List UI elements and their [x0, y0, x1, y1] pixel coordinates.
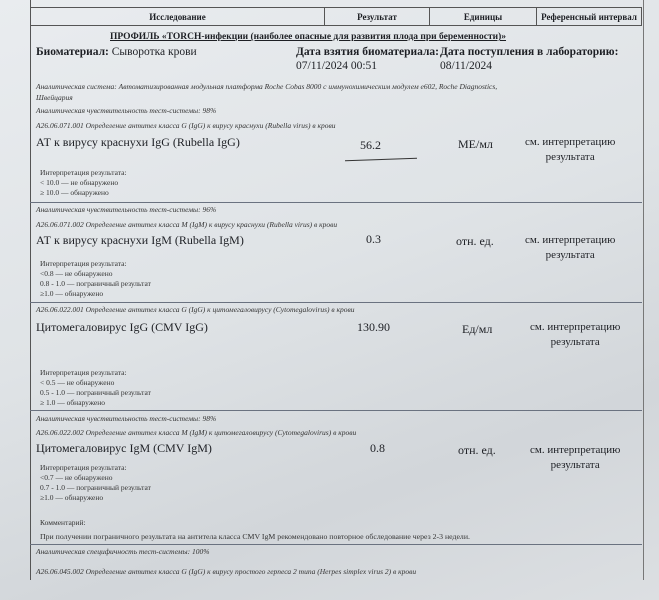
col-test: Исследование: [31, 8, 325, 25]
lab-date-value: 08/11/2024: [440, 60, 492, 72]
test-result: 56.2: [360, 138, 381, 152]
divider: [30, 302, 642, 303]
interpretation: Интерпретация результата: <0.7 — не обнаружено 0.7 - 1.0 — пограничный результат ≥1.0 — обнаружено: [40, 463, 151, 502]
test-reference: см. интерпретацию результата: [525, 136, 616, 163]
profile-title: ПРОФИЛЬ «TORCH-инфекции (наиболее опасные для развития плода при беременности)»: [110, 32, 507, 42]
analytic-system-country: Швейцария: [36, 93, 73, 102]
test-name: Цитомегаловирус IgM (CMV IgM): [36, 441, 212, 455]
test-name: АТ к вирусу краснухи IgM (Rubella IgM): [36, 233, 244, 247]
col-units: Единицы: [430, 8, 537, 25]
test-result: 0.3: [366, 232, 381, 246]
test-reference: см. интерпретацию результата: [530, 444, 621, 471]
test-code: A26.06.045.002 Определение антител класса G (IgG) к вирусу простого герпеса 2 типа (Herpes simplex virus 2) в крови: [36, 567, 417, 576]
test-name: Цитомегаловирус IgG (CMV IgG): [36, 320, 208, 334]
col-result: Результат: [325, 8, 430, 25]
interpretation: Интерпретация результата: < 10.0 — не обнаружено ≥ 10.0 — обнаружено: [40, 168, 127, 197]
lab-date-label: Дата поступления в лабораторию:: [440, 46, 619, 58]
test-result: 130.90: [357, 320, 390, 334]
biomaterial: Биоматериал: Сыворотка крови: [36, 46, 197, 58]
divider: [30, 202, 642, 203]
test-result: 0.8: [370, 441, 385, 455]
comment-text: При получении пограничного результата на антитела класса CMV IgM рекомендовано повторное обследование через 2-3 недели.: [40, 532, 470, 541]
test-units: МЕ/мл: [458, 137, 493, 151]
test-units: отн. ед.: [458, 443, 496, 457]
divider: [30, 544, 642, 545]
sensitivity: Аналитическая чувствительность тест-системы: 98%: [36, 106, 217, 115]
divider: [30, 410, 642, 411]
sensitivity: Аналитическая чувствительность тест-системы: 98%: [36, 414, 217, 423]
table-header: [30, 7, 642, 26]
sensitivity: Аналитическая чувствительность тест-системы: 96%: [36, 205, 217, 214]
collection-date-label: Дата взятия биоматериала:: [296, 46, 439, 58]
test-name: АТ к вирусу краснухи IgG (Rubella IgG): [36, 135, 240, 149]
test-units: отн. ед.: [456, 234, 494, 248]
comment-title: Комментарий:: [40, 518, 86, 527]
test-code: A26.06.071.002 Определение антител класса M (IgM) к вирусу краснухи (Rubella virus) в крови: [36, 220, 338, 229]
analytic-system: Аналитическая система: Автоматизированная модульная платформа Roche Cobas 8000 с иммунохимическим модулем e602, Roche Diagnostics,: [36, 82, 498, 91]
test-code: A26.06.071.001 Определение антител класса G (IgG) к вирусу краснухи (Rubella virus) в крови: [36, 121, 336, 130]
interpretation: Интерпретация результата: <0.8 — не обнаружено 0.8 - 1.0 — пограничный результат ≥1.0 — обнаружено: [40, 259, 151, 298]
test-units: Ед/мл: [462, 322, 493, 336]
interpretation: Интерпретация результата: < 0.5 — не обнаружено 0.5 - 1.0 — пограничный результат ≥ 1.0 — обнаружено: [40, 368, 151, 407]
test-reference: см. интерпретацию результата: [530, 321, 621, 348]
specificity: Аналитическая специфичность тест-системы: 100%: [36, 547, 210, 556]
test-code: A26.06.022.001 Определение антител класса G (IgG) к цитомегаловирусу (Cytomegalovirus) в крови: [36, 305, 355, 314]
col-ref: Референсный интервал: [541, 11, 637, 22]
test-reference: см. интерпретацию результата: [525, 234, 616, 261]
test-code: A26.06.022.002 Определение антител класса M (IgM) к цитомегаловирусу (Cytomegalovirus) в крови: [36, 428, 357, 437]
collection-date-value: 07/11/2024 00:51: [296, 60, 378, 72]
